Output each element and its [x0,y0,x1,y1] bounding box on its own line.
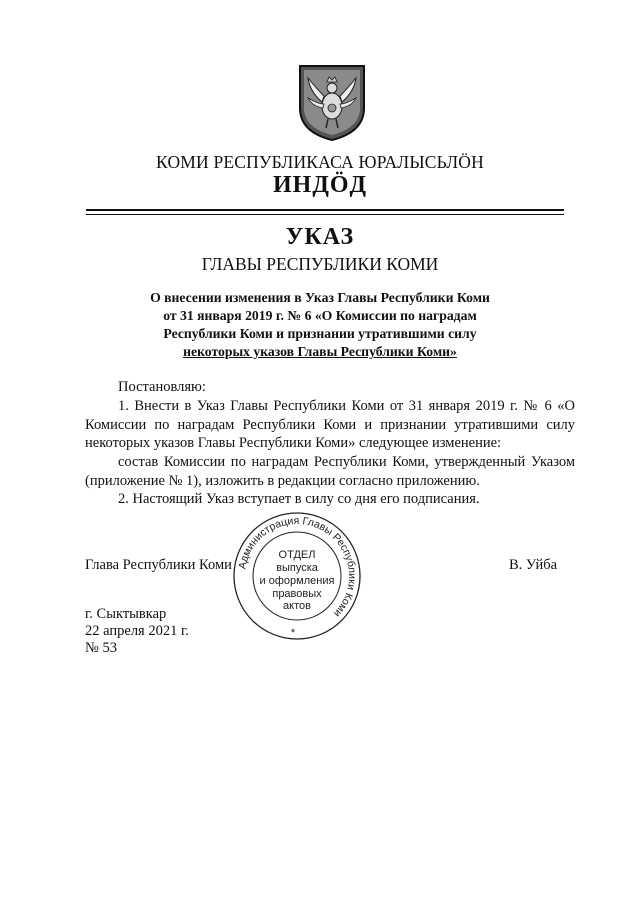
stamp-line: правовых [272,588,322,600]
republic-title-komi: КОМИ РЕСПУБЛИКАСА ЮРАЛЫСЬЛÖН [156,152,484,172]
subject-line-underlined: некоторых указов Главы Республики Коми» [183,344,457,359]
subject-line: Республики Коми и признании утратившими силу [163,326,477,341]
stamp-line: выпуска [276,562,318,574]
paragraph-1: 1. Внести в Указ Главы Республики Коми от 31 января 2019 г. № 6 «О Комиссии по наградам Республики Коми и признании утратившими силу некоторых указов Главы Республики Коми» следующее изменение: [85,398,575,451]
coat-of-arms-icon [296,62,368,142]
ukaz-heading: УКАЗ [285,224,355,250]
decree-number: № 53 [85,640,117,656]
signer-title: Глава Республики Коми [85,557,232,573]
place-date-block [85,606,189,657]
date: 22 апреля 2021 г. [85,623,189,639]
stamp-ring-text: Администрация Главы Республики Коми [236,514,359,620]
stamp-line: ОТДЕЛ [278,549,316,561]
official-stamp [231,510,363,642]
signer-name: В. Уйба [509,557,558,573]
subject-line: от 31 января 2019 г. № 6 «О Комиссии по наградам [163,308,477,323]
stamp-star-icon: * [290,627,296,639]
postanovlyayu-text: Постановляю: [118,379,206,395]
decree-subject [0,289,640,361]
subject-line: О внесении изменения в Указ Главы Республики Коми [150,290,490,305]
stamp-line: и оформления [259,575,335,587]
header-rule-thin [86,214,564,215]
stamp-line: актов [283,600,311,612]
paragraph-1-amendment: состав Комиссии по наградам Республики Коми, утвержденный Указом (приложение № 1), изложить в редакции согласно приложению. [85,454,575,489]
header-rule-thick [86,209,564,211]
city: г. Сыктывкар [85,606,167,622]
paragraph-2: 2. Настоящий Указ вступает в силу со дня его подписания. [118,491,480,507]
indod-heading: ИНДÖД [272,172,368,198]
issuer-heading: ГЛАВЫ РЕСПУБЛИКИ КОМИ [201,254,439,274]
